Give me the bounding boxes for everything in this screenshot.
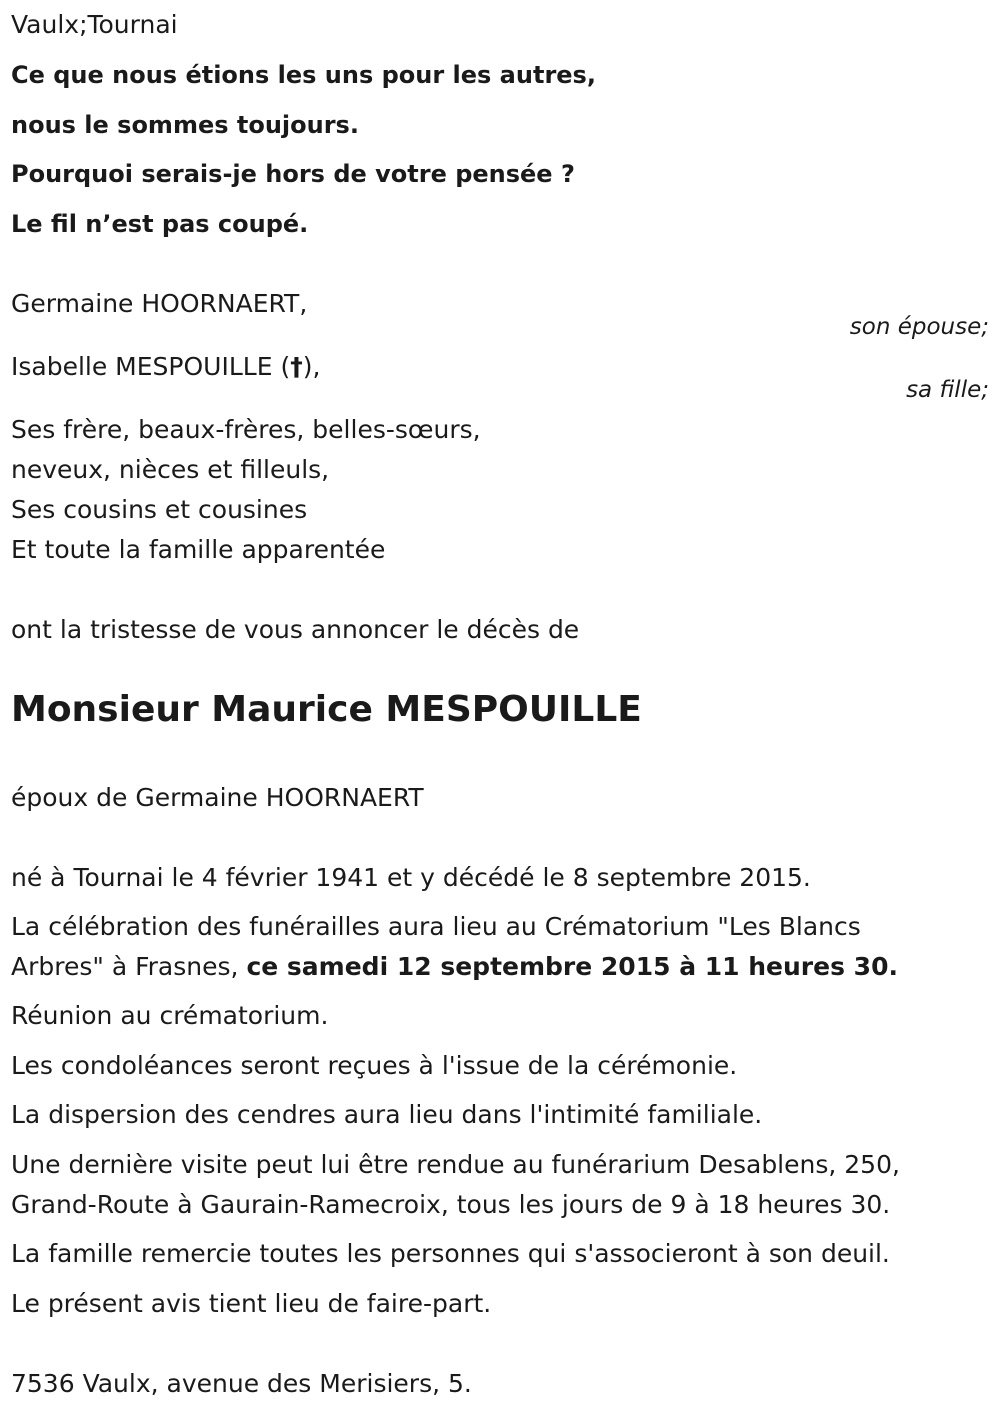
family-line-1: Ses frère, beaux-frères, belles-sœurs, bbox=[11, 415, 481, 444]
cross-icon: † bbox=[290, 352, 303, 381]
announcement-text: ont la tristesse de vous annoncer le décès de bbox=[11, 615, 580, 644]
thanks-text: La famille remercie toutes les personnes qui s'associeront à son deuil. bbox=[11, 1239, 890, 1268]
spouse-name: Germaine HOORNAERT, bbox=[11, 289, 308, 318]
daughter-role: sa fille; bbox=[906, 377, 989, 403]
daughter-name-prefix: Isabelle MESPOUILLE ( bbox=[11, 352, 291, 381]
poem-line-2: nous le sommes toujours. bbox=[11, 111, 359, 139]
notice-text: Le présent avis tient lieu de faire-part. bbox=[11, 1289, 492, 1318]
ashes-text: La dispersion des cendres aura lieu dans l'intimité familiale. bbox=[11, 1100, 763, 1129]
meeting-text: Réunion au crématorium. bbox=[11, 1001, 329, 1030]
deceased-name: Monsieur Maurice MESPOUILLE bbox=[11, 689, 642, 730]
spouse-of-text: époux de Germaine HOORNAERT bbox=[11, 783, 424, 812]
address-text: 7536 Vaulx, avenue des Merisiers, 5. bbox=[11, 1369, 472, 1398]
birth-death-text: né à Tournai le 4 février 1941 et y décédé le 8 septembre 2015. bbox=[11, 863, 811, 892]
spouse-role: son épouse; bbox=[849, 314, 989, 340]
condolences-text: Les condoléances seront reçues à l'issue de la cérémonie. bbox=[11, 1051, 738, 1080]
ceremony-datetime: ce samedi 12 septembre 2015 à 11 heures 30. bbox=[246, 952, 898, 981]
family-line-3: Ses cousins et cousines bbox=[11, 495, 308, 524]
poem-line-3: Pourquoi serais-je hors de votre pensée ? bbox=[11, 160, 575, 188]
daughter-name bbox=[11, 351, 320, 383]
poem-line-1: Ce que nous étions les uns pour les autres, bbox=[11, 61, 596, 89]
visit-line-2: Grand-Route à Gaurain-Ramecroix, tous les jours de 9 à 18 heures 30. bbox=[11, 1190, 891, 1219]
family-line-2: neveux, nièces et filleuls, bbox=[11, 455, 330, 484]
visit-line-1: Une dernière visite peut lui être rendue au funérarium Desablens, 250, bbox=[11, 1150, 900, 1179]
family-line-4: Et toute la famille apparentée bbox=[11, 535, 386, 564]
daughter-name-suffix: ), bbox=[302, 352, 321, 381]
ceremony-line-1: La célébration des funérailles aura lieu au Crématorium "Les Blancs bbox=[11, 912, 861, 941]
ceremony-place: Arbres" à Frasnes, bbox=[11, 952, 247, 981]
ceremony-line-2 bbox=[11, 951, 898, 983]
poem-line-4: Le fil n’est pas coupé. bbox=[11, 210, 309, 238]
location-header: Vaulx;Tournai bbox=[11, 10, 178, 39]
